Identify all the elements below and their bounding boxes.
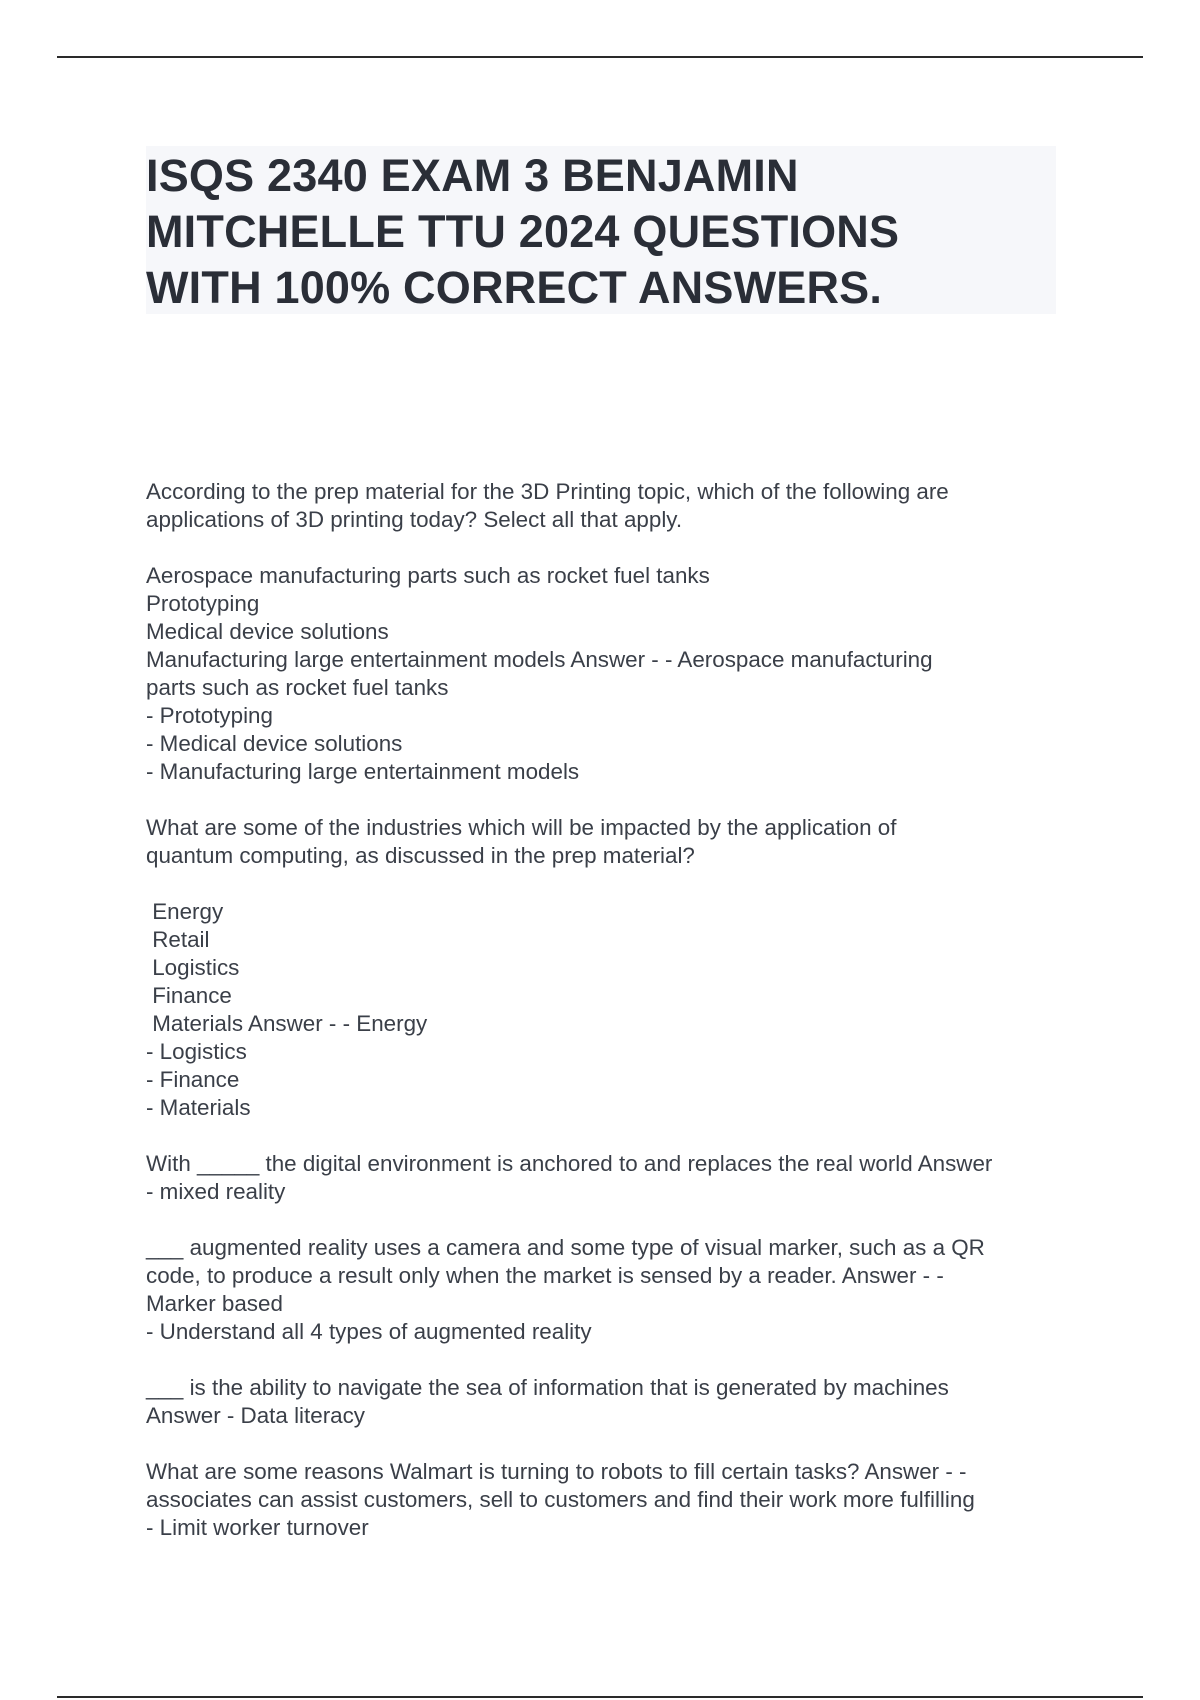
text-line: Energy — [146, 899, 224, 924]
title-line: WITH 100% CORRECT ANSWERS. — [146, 262, 883, 313]
text-line: ___ augmented reality uses a camera and some type of visual marker, such as a QR — [146, 1235, 985, 1260]
answer-3d-printing — [146, 562, 1066, 786]
question-data-literacy — [146, 1374, 1066, 1430]
question-3d-printing — [146, 478, 1066, 534]
bottom-divider — [57, 1696, 1143, 1698]
text-line: Answer - Data literacy — [146, 1403, 365, 1428]
text-line: - Medical device solutions — [146, 731, 403, 756]
title-line: ISQS 2340 EXAM 3 BENJAMIN — [146, 150, 799, 201]
question-quantum-computing — [146, 814, 1066, 870]
text-line: - mixed reality — [146, 1179, 286, 1204]
text-line: Materials Answer - - Energy — [146, 1011, 428, 1036]
text-line: Medical device solutions — [146, 619, 389, 644]
text-line: quantum computing, as discussed in the prep material? — [146, 843, 695, 868]
question-mixed-reality — [146, 1150, 1066, 1206]
answer-quantum-computing — [146, 898, 1066, 1122]
text-line: associates can assist customers, sell to customers and find their work more fulfilling — [146, 1487, 975, 1512]
title-block — [146, 146, 1056, 314]
question-walmart-robots — [146, 1458, 1066, 1542]
text-line: - Manufacturing large entertainment models — [146, 759, 580, 784]
text-line: Aerospace manufacturing parts such as rocket fuel tanks — [146, 563, 710, 588]
title-line: MITCHELLE TTU 2024 QUESTIONS — [146, 206, 900, 257]
text-line: Marker based — [146, 1291, 283, 1316]
text-line: parts such as rocket fuel tanks — [146, 675, 449, 700]
document-body — [146, 478, 1066, 1570]
text-line: Retail — [146, 927, 210, 952]
text-line: What are some of the industries which will be impacted by the application of — [146, 815, 897, 840]
text-line: With _____ the digital environment is anchored to and replaces the real world Answer — [146, 1151, 993, 1176]
text-line: - Prototyping — [146, 703, 273, 728]
text-line: applications of 3D printing today? Select all that apply. — [146, 507, 683, 532]
text-line: code, to produce a result only when the market is sensed by a reader. Answer - - — [146, 1263, 944, 1288]
text-line: What are some reasons Walmart is turning to robots to fill certain tasks? Answer - - — [146, 1459, 967, 1484]
text-line: - Logistics — [146, 1039, 247, 1064]
text-line: - Understand all 4 types of augmented reality — [146, 1319, 592, 1344]
text-line: - Materials — [146, 1095, 251, 1120]
text-line: Manufacturing large entertainment models Answer - - Aerospace manufacturing — [146, 647, 933, 672]
text-line: According to the prep material for the 3D Printing topic, which of the following are — [146, 479, 949, 504]
question-augmented-reality — [146, 1234, 1066, 1346]
text-line: ___ is the ability to navigate the sea of information that is generated by machines — [146, 1375, 949, 1400]
text-line: - Limit worker turnover — [146, 1515, 369, 1540]
text-line: Prototyping — [146, 591, 260, 616]
document-title — [146, 148, 1056, 316]
text-line: Finance — [146, 983, 232, 1008]
text-line: - Finance — [146, 1067, 240, 1092]
text-line: Logistics — [146, 955, 240, 980]
top-divider — [57, 56, 1143, 58]
